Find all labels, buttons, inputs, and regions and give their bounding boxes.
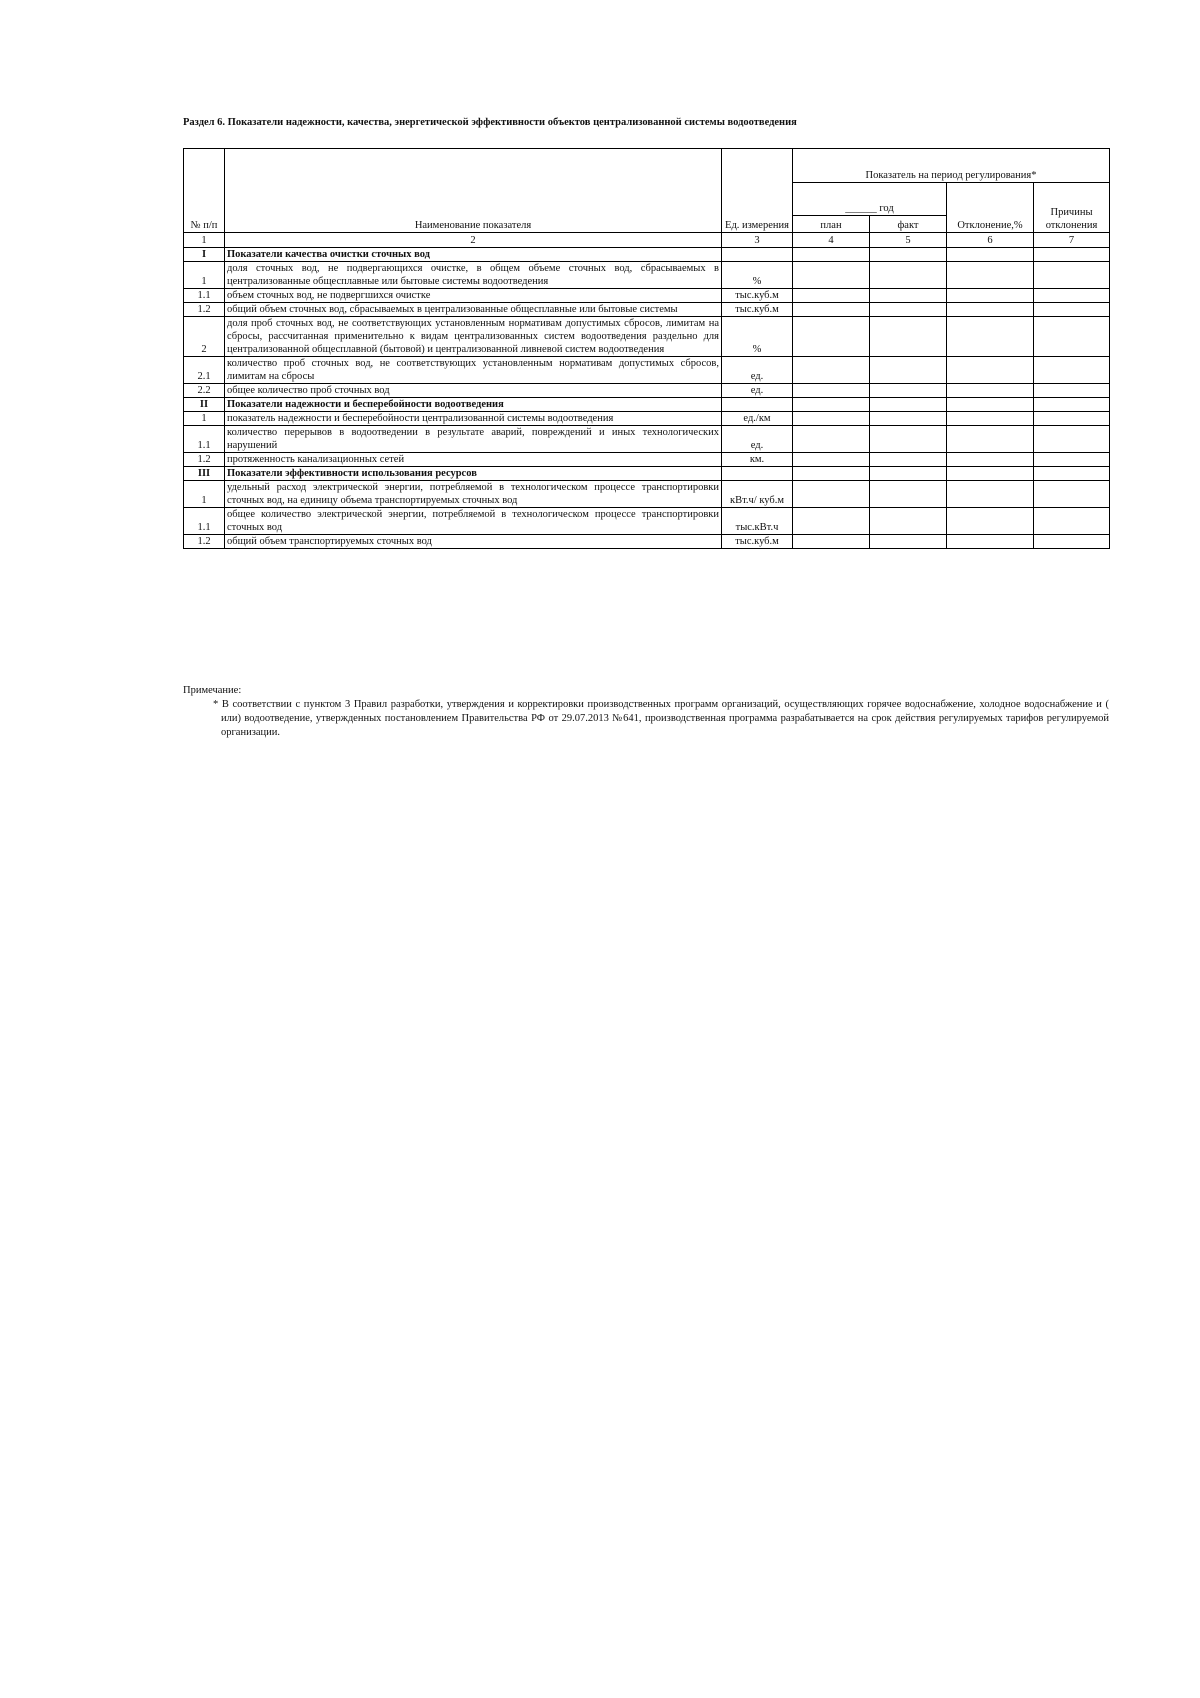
plan-cell: [793, 303, 870, 317]
table-row: [184, 357, 1110, 384]
header-reasons: Причины отклонения: [1034, 183, 1110, 233]
section-row: [184, 248, 1110, 262]
col-number: 1: [184, 233, 225, 248]
plan-cell: [793, 357, 870, 384]
unit-cell: ед.: [722, 426, 793, 453]
deviation-cell: [947, 535, 1034, 549]
row-number: 1.1: [184, 508, 225, 535]
plan-cell: [793, 289, 870, 303]
indicator-name: общее количество электрической энергии, потребляемой в технологическом процессе транспортировки сточных вод: [225, 508, 722, 535]
plan-cell: [793, 384, 870, 398]
column-numbers-row: [184, 233, 1110, 248]
fact-cell: [870, 426, 947, 453]
fact-cell: [870, 248, 947, 262]
row-number: 1: [184, 412, 225, 426]
plan-cell: [793, 453, 870, 467]
fact-cell: [870, 453, 947, 467]
col-number: 2: [225, 233, 722, 248]
plan-cell: [793, 481, 870, 508]
header-period: Показатель на период регулирования*: [793, 149, 1110, 183]
deviation-cell: [947, 289, 1034, 303]
deviation-cell: [947, 317, 1034, 357]
reasons-cell: [1034, 467, 1110, 481]
unit-cell: тыс.куб.м: [722, 535, 793, 549]
indicator-name: показатель надежности и бесперебойности централизованной системы водоотведения: [225, 412, 722, 426]
col-number: 6: [947, 233, 1034, 248]
footnote-text: * В соответствии с пунктом 3 Правил разработки, утверждения и корректировки производственных программ организаций, осуществляющих горячее водоснабжение, холодное водоснабжение и ( или) водоотведение, утвержденных постановлением Правительства РФ от 29.07.2013 №641, производственная программа разрабатывается на срок действия регулируемых тарифов регулируемой организации.: [213, 699, 1109, 738]
table-row: [184, 317, 1110, 357]
reasons-cell: [1034, 384, 1110, 398]
table-row: [184, 453, 1110, 467]
reasons-cell: [1034, 453, 1110, 467]
unit-cell: тыс.куб.м: [722, 303, 793, 317]
section-row: [184, 398, 1110, 412]
row-number: 1.1: [184, 289, 225, 303]
deviation-cell: [947, 426, 1034, 453]
fact-cell: [870, 481, 947, 508]
unit-cell: %: [722, 317, 793, 357]
plan-cell: [793, 248, 870, 262]
col-number: 4: [793, 233, 870, 248]
reasons-cell: [1034, 481, 1110, 508]
reasons-cell: [1034, 426, 1110, 453]
fact-cell: [870, 262, 947, 289]
reasons-cell: [1034, 535, 1110, 549]
unit-cell: тыс.кВт.ч: [722, 508, 793, 535]
fact-cell: [870, 317, 947, 357]
fact-cell: [870, 289, 947, 303]
indicator-name: объем сточных вод, не подвергшихся очистке: [225, 289, 722, 303]
fact-cell: [870, 357, 947, 384]
deviation-cell: [947, 481, 1034, 508]
fact-cell: [870, 508, 947, 535]
header-plan: план: [793, 216, 870, 233]
deviation-cell: [947, 248, 1034, 262]
indicator-name: количество перерывов в водоотведении в результате аварий, повреждений и иных технологических нарушений: [225, 426, 722, 453]
header-deviation: Отклонение,%: [947, 183, 1034, 233]
deviation-cell: [947, 398, 1034, 412]
table-row: [184, 412, 1110, 426]
header-unit: Ед. измерения: [722, 149, 793, 233]
table-row: [184, 289, 1110, 303]
plan-cell: [793, 398, 870, 412]
plan-cell: [793, 467, 870, 481]
table-row: [184, 481, 1110, 508]
fact-cell: [870, 303, 947, 317]
fact-cell: [870, 398, 947, 412]
reasons-cell: [1034, 262, 1110, 289]
unit-cell: кВт.ч/ куб.м: [722, 481, 793, 508]
plan-cell: [793, 426, 870, 453]
col-number: 7: [1034, 233, 1110, 248]
table-row: [184, 303, 1110, 317]
unit-cell: [722, 248, 793, 262]
reasons-cell: [1034, 317, 1110, 357]
reasons-cell: [1034, 398, 1110, 412]
reasons-cell: [1034, 508, 1110, 535]
reasons-cell: [1034, 248, 1110, 262]
indicator-name: Показатели качества очистки сточных вод: [225, 248, 722, 262]
table-row: [184, 262, 1110, 289]
deviation-cell: [947, 357, 1034, 384]
indicator-name: доля сточных вод, не подвергающихся очистке, в общем объеме сточных вод, сбрасываемых в централизованные общесплавные или бытовые системы водоотведения: [225, 262, 722, 289]
header-name: Наименование показателя: [225, 149, 722, 233]
fact-cell: [870, 384, 947, 398]
header-row-1: [184, 149, 1110, 183]
col-number: 3: [722, 233, 793, 248]
unit-cell: ед./км: [722, 412, 793, 426]
deviation-cell: [947, 384, 1034, 398]
row-number: 1: [184, 481, 225, 508]
row-number: I: [184, 248, 225, 262]
plan-cell: [793, 535, 870, 549]
deviation-cell: [947, 467, 1034, 481]
reasons-cell: [1034, 303, 1110, 317]
reasons-cell: [1034, 289, 1110, 303]
row-number: 1: [184, 262, 225, 289]
indicator-name: общее количество проб сточных вод: [225, 384, 722, 398]
row-number: 2.2: [184, 384, 225, 398]
indicator-name: общий объем сточных вод, сбрасываемых в централизованные общесплавные или бытовые системы: [225, 303, 722, 317]
row-number: 2.1: [184, 357, 225, 384]
plan-cell: [793, 317, 870, 357]
row-number: 1.2: [184, 535, 225, 549]
unit-cell: ед.: [722, 384, 793, 398]
indicator-name: протяженность канализационных сетей: [225, 453, 722, 467]
deviation-cell: [947, 303, 1034, 317]
deviation-cell: [947, 508, 1034, 535]
indicators-table: [183, 148, 1110, 549]
row-number: 2: [184, 317, 225, 357]
fact-cell: [870, 412, 947, 426]
indicator-name: доля проб сточных вод, не соответствующих установленным нормативам допустимых сбросов, лимитам на сбросы, рассчитанная применительно к видам централизованных систем водоотведения раздельно для централизованной общесплавной (бытовой) и централизованной ливневой систем водоотведения: [225, 317, 722, 357]
table-row: [184, 508, 1110, 535]
header-num: № п/п: [184, 149, 225, 233]
row-number: II: [184, 398, 225, 412]
indicator-name: удельный расход электрической энергии, потребляемой в технологическом процессе транспортировки сточных вод, на единицу объема транспортируемых сточных вод: [225, 481, 722, 508]
deviation-cell: [947, 262, 1034, 289]
unit-cell: %: [722, 262, 793, 289]
table-row: [184, 426, 1110, 453]
indicator-name: Показатели надежности и бесперебойности водоотведения: [225, 398, 722, 412]
row-number: 1.1: [184, 426, 225, 453]
indicator-name: общий объем транспортируемых сточных вод: [225, 535, 722, 549]
fact-cell: [870, 467, 947, 481]
plan-cell: [793, 262, 870, 289]
unit-cell: [722, 467, 793, 481]
unit-cell: ед.: [722, 357, 793, 384]
deviation-cell: [947, 412, 1034, 426]
col-number: 5: [870, 233, 947, 248]
header-fact: факт: [870, 216, 947, 233]
section-row: [184, 467, 1110, 481]
row-number: III: [184, 467, 225, 481]
row-number: 1.2: [184, 453, 225, 467]
indicator-name: количество проб сточных вод, не соответствующих установленным нормативам допустимых сбросов, лимитам на сбросы: [225, 357, 722, 384]
reasons-cell: [1034, 412, 1110, 426]
row-number: 1.2: [184, 303, 225, 317]
header-year: ______ год: [793, 183, 947, 216]
plan-cell: [793, 508, 870, 535]
deviation-cell: [947, 453, 1034, 467]
unit-cell: [722, 398, 793, 412]
unit-cell: км.: [722, 453, 793, 467]
fact-cell: [870, 535, 947, 549]
footnote: [183, 684, 1109, 740]
page-title: Раздел 6. Показатели надежности, качества, энергетической эффективности объектов централизованной системы водоотведения: [183, 117, 797, 128]
reasons-cell: [1034, 357, 1110, 384]
plan-cell: [793, 412, 870, 426]
footnote-label: Примечание:: [183, 685, 242, 696]
unit-cell: тыс.куб.м: [722, 289, 793, 303]
indicator-name: Показатели эффективности использования ресурсов: [225, 467, 722, 481]
table-row: [184, 384, 1110, 398]
table-row: [184, 535, 1110, 549]
